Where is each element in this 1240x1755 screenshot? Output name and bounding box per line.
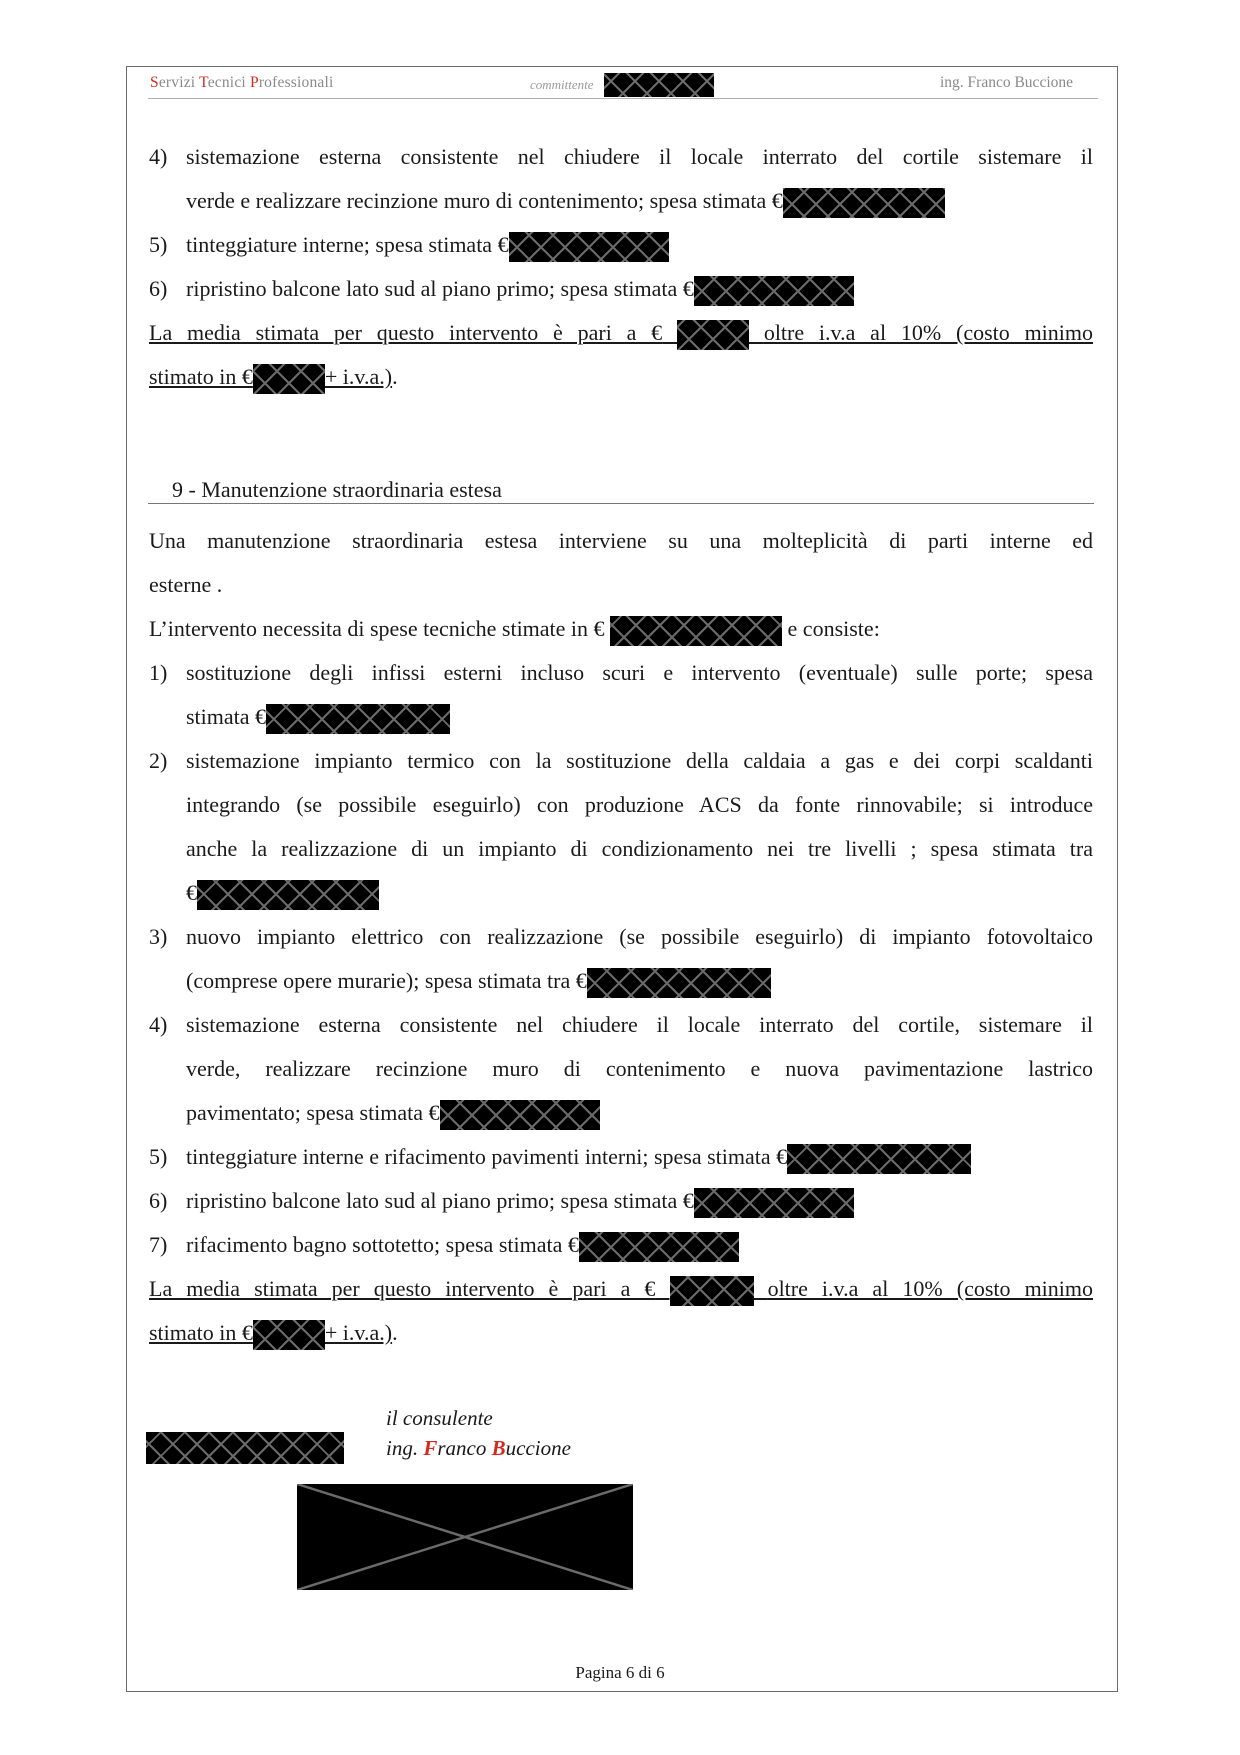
list-number: 5) — [149, 232, 168, 257]
redaction-block — [677, 320, 749, 350]
redaction-block — [587, 968, 771, 998]
redaction-block — [253, 1320, 325, 1350]
redaction-block — [694, 276, 854, 306]
list-number: 7) — [149, 1232, 168, 1257]
paragraph-line: Una manutenzione straordinaria estesa interviene su una molteplicità di parti interne ed — [149, 528, 1093, 553]
list-item-text: (comprese opere murarie); spesa stimata tra € — [186, 966, 771, 998]
list-item-text: pavimentato; spesa stimata € — [186, 1098, 600, 1130]
section-title: 9 - Manutenzione straordinaria estesa — [172, 477, 502, 502]
summary-line: stimato in € + i.v.a.). — [149, 1318, 398, 1350]
list-item-text: ripristino balcone lato sud al piano primo; spesa stimata € — [186, 1186, 854, 1218]
redaction-block — [579, 1232, 739, 1262]
summary-line: La media stimata per questo intervento è pari a € oltre i.v.a al 10% (costo minimo — [149, 318, 1093, 350]
list-item-text: sistemazione impianto termico con la sostituzione della caldaia a gas e dei corpi scaldanti — [186, 748, 1093, 773]
signature-name: ing. Franco Buccione — [386, 1436, 571, 1460]
summary-line: La media stimata per questo intervento è pari a € oltre i.v.a al 10% (costo minimo — [149, 1274, 1093, 1306]
list-item-text: sistemazione esterna consistente nel chiudere il locale interrato del cortile, sistemare il — [186, 1012, 1093, 1037]
list-item-text: verde, realizzare recinzione muro di contenimento e nuova pavimentazione lastrico — [186, 1056, 1093, 1081]
paragraph-line: L’intervento necessita di spese tecniche stimate in € e consiste: — [149, 614, 880, 646]
list-item-text: sistemazione esterna consistente nel chiudere il locale interrato del cortile sistemare il — [186, 144, 1093, 169]
redaction-block — [610, 616, 782, 646]
list-number: 6) — [149, 276, 168, 301]
redaction-block — [509, 232, 669, 262]
redaction-block — [146, 1432, 344, 1464]
signature-role: il consulente — [386, 1406, 493, 1430]
list-item-text: verde e realizzare recinzione muro di contenimento; spesa stimata € — [186, 186, 945, 218]
list-number: 3) — [149, 924, 168, 949]
list-item-text: rifacimento bagno sottotetto; spesa stimata € — [186, 1230, 739, 1262]
list-number: 4) — [149, 1012, 168, 1037]
redaction-cross-icon — [297, 1484, 633, 1590]
list-item-text: stimata € — [186, 702, 450, 734]
redaction-block — [670, 1276, 754, 1306]
paragraph-line: esterne . — [149, 572, 223, 597]
list-item-text: tinteggiature interne e rifacimento pavimenti interni; spesa stimata € — [186, 1142, 971, 1174]
header-left: Servizi Tecnici Professionali — [150, 74, 334, 91]
redaction-block — [266, 704, 450, 734]
list-item-text: tinteggiature interne; spesa stimata € — [186, 230, 669, 262]
redaction-block — [440, 1100, 600, 1130]
list-number: 6) — [149, 1188, 168, 1213]
redaction-block — [197, 880, 379, 910]
redaction-block — [783, 188, 945, 218]
list-item-text: ripristino balcone lato sud al piano primo; spesa stimata € — [186, 274, 854, 306]
list-item-text: anche la realizzazione di un impianto di condizionamento nei tre livelli ; spesa stimata tra — [186, 836, 1093, 861]
header-client: committente — [530, 77, 594, 92]
header-rule — [148, 98, 1098, 99]
signature-redaction — [297, 1484, 633, 1590]
header-author: ing. Franco Buccione — [940, 74, 1074, 91]
list-item-text: sostituzione degli infissi esterni incluso scuri e intervento (eventuale) sulle porte; spesa — [186, 660, 1093, 685]
list-item-text: integrando (se possibile eseguirlo) con produzione ACS da fonte rinnovabile; si introduce — [186, 792, 1093, 817]
page-number: Pagina 6 di 6 — [575, 1663, 665, 1682]
redaction-block — [253, 364, 325, 394]
redaction-block — [787, 1144, 971, 1174]
redaction-block — [694, 1188, 854, 1218]
list-number: 5) — [149, 1144, 168, 1169]
list-item-text: nuovo impianto elettrico con realizzazione (se possibile eseguirlo) di impianto fotovoltaico — [186, 924, 1093, 949]
summary-line: stimato in € + i.v.a.). — [149, 362, 398, 394]
list-number: 2) — [149, 748, 168, 773]
section-rule — [148, 503, 1094, 504]
list-number: 1) — [149, 660, 168, 685]
redaction-block — [604, 73, 714, 97]
list-number: 4) — [149, 144, 168, 169]
list-item-text: € — [186, 878, 379, 910]
